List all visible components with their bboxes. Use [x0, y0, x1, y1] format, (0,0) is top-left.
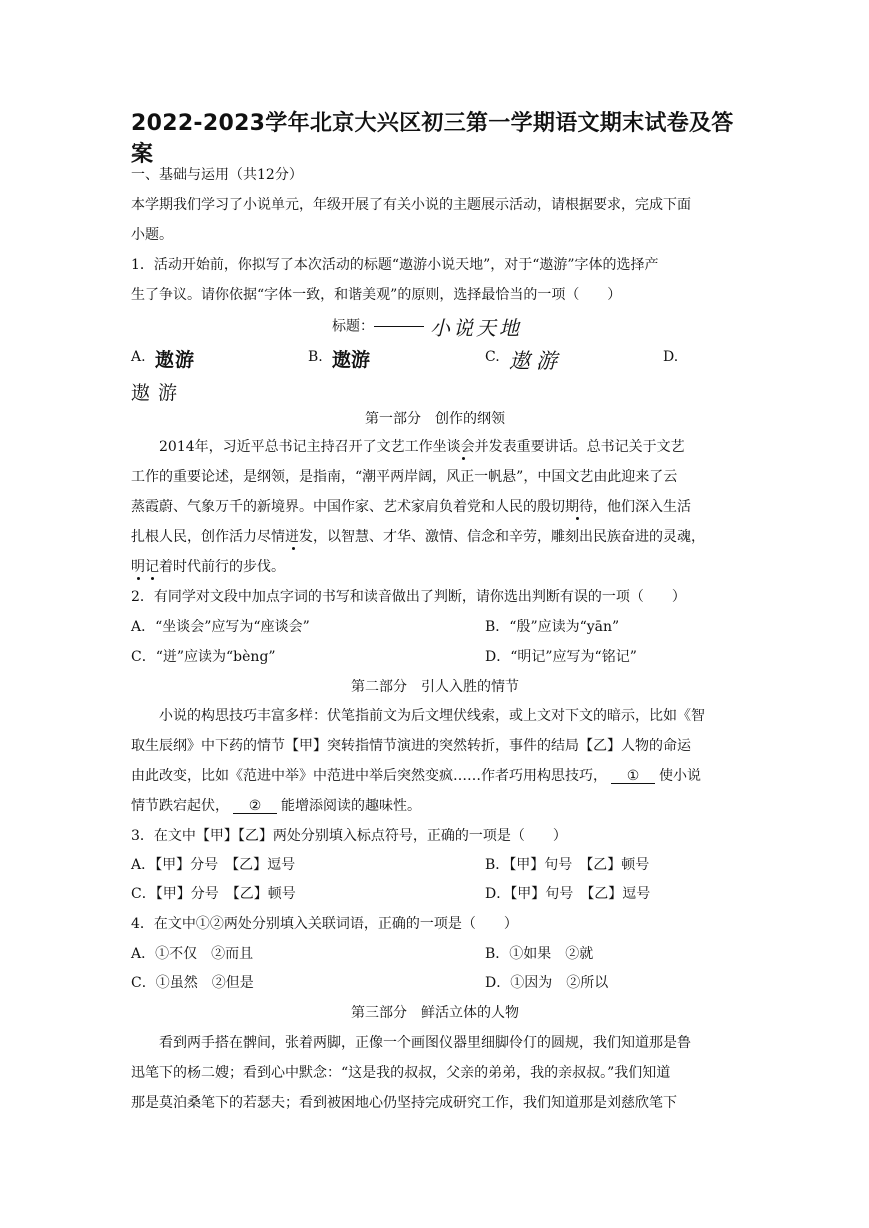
blank-1: ①	[611, 769, 655, 784]
q1-option-a-label: A.	[131, 349, 146, 365]
q4-option-c: C．①虽然 ②但是	[131, 975, 254, 991]
question-1-line: 1．活动开始前，你拟写了本次活动的标题“遨游小说天地”，对于“遨游”字体的选择产	[131, 257, 659, 273]
q1-option-c-calligraphy: 遨游	[509, 349, 563, 373]
passage-2-text: 使小说	[659, 768, 701, 784]
passage-1-line: 蒸霞蔚、气象万千的新境界。中国作家、艺术家肩负着党和人民的殷切期待，他们深入生活	[131, 499, 691, 515]
passage-3-line: 迅笔下的杨二嫂；看到心中默念：“这是我的叔叔，父亲的弟弟，我的亲叔叔。”我们知道	[131, 1065, 671, 1081]
emphasis-dot	[151, 577, 154, 580]
q1-option-a-calligraphy: 遨游	[155, 349, 196, 371]
q1-option-b-label: B.	[308, 349, 323, 365]
q3-option-b: B．【甲】句号 【乙】顿号	[485, 857, 650, 873]
question-4: 4．在文中①②两处分别填入关联词语，正确的一项是（ ）	[131, 916, 518, 932]
question-1-line: 生了争议。请你依据“字体一致，和谐美观”的原则，选择最恰当的一项（ ）	[131, 287, 622, 303]
blank-2: ②	[233, 799, 277, 814]
passage-2-line	[131, 799, 421, 814]
doc-title-line1: 2022-2023学年北京大兴区初三第一学期语文期末试卷及答	[131, 111, 734, 136]
passage-1-line: 2014年，习近平总书记主持召开了文艺工作坐谈会并发表重要讲话。总书记关于文艺	[159, 439, 685, 455]
q3-option-a: A．【甲】分号 【乙】逗号	[131, 857, 296, 873]
emphasis-dot	[576, 517, 579, 520]
intro-line: 本学期我们学习了小说单元，年级开展了有关小说的主题展示活动，请根据要求，完成下面	[131, 197, 691, 213]
passage-1-line: 工作的重要论述，是纲领，是指南，“潮平两岸阔，风正一帆悬”，中国文艺由此迎来了云	[131, 469, 678, 485]
q4-option-d: D．①因为 ②所以	[485, 975, 609, 991]
doc-title-line2: 案	[131, 142, 154, 167]
passage-3-line: 看到两手搭在髀间，张着两脚，正像一个画图仪器里细脚伶仃的圆规，我们知道那是鲁	[159, 1035, 691, 1051]
q1-option-d-calligraphy: 遨游	[131, 382, 186, 404]
passage-1-line: 扎根人民，创作活力尽情迸发，以智慧、才华、激情、信念和辛劳，雕刻出民族奋进的灵魂，	[131, 529, 705, 545]
q2-option-c: C．“迸”应读为“bèng”	[131, 649, 276, 665]
passage-2-text: 情节跌宕起伏，	[131, 798, 229, 814]
q4-option-a: A．①不仅 ②而且	[131, 946, 254, 962]
q1-heading-blank	[374, 326, 424, 327]
emphasis-dot	[292, 547, 295, 550]
intro-line: 小题。	[131, 227, 173, 243]
passage-2-line: 取生辰纲》中下药的情节【甲】突转指情节演进的突然转折，事件的结局【乙】人物的命运	[131, 738, 691, 754]
part-2-title: 第二部分 引人入胜的情节	[351, 679, 519, 695]
passage-2-text: 由此改变，比如《范进中举》中范进中举后突然变疯……作者巧用构思技巧，	[131, 768, 607, 784]
passage-2-text: 能增添阅读的趣味性。	[281, 798, 421, 814]
q3-option-d: D．【甲】句号 【乙】逗号	[485, 886, 651, 902]
part-3-title: 第三部分 鲜活立体的人物	[351, 1005, 519, 1021]
q2-option-b: B．“殷”应读为“yān”	[485, 619, 620, 635]
emphasis-dot	[462, 457, 465, 460]
q3-option-c: C．【甲】分号 【乙】顿号	[131, 886, 296, 902]
passage-3-line: 那是莫泊桑笔下的若瑟夫；看到被困地心仍坚持完成研究工作，我们知道那是刘慈欣笔下	[131, 1095, 677, 1111]
q4-option-b: B．①如果 ②就	[485, 946, 594, 962]
question-3: 3．在文中【甲】【乙】两处分别填入标点符号，正确的一项是（ ）	[131, 828, 567, 844]
q2-option-a: A．“坐谈会”应写为“座谈会”	[131, 619, 310, 635]
q1-heading-label: 标题：	[332, 318, 374, 335]
q2-option-d: D．“明记”应写为“铭记”	[485, 649, 637, 665]
section-heading: 一、基础与运用（共12分）	[131, 167, 303, 183]
q1-option-d-label: D.	[663, 349, 679, 365]
q1-option-b-calligraphy: 遨游	[332, 349, 371, 371]
part-1-title: 第一部分 创作的纲领	[365, 411, 505, 427]
passage-2-line	[131, 769, 701, 784]
q1-option-c-label: C.	[485, 349, 500, 365]
passage-1-line: 明记着时代前行的步伐。	[131, 559, 285, 575]
passage-2-line: 小说的构思技巧丰富多样：伏笔指前文为后文埋伏线索，或上文对下文的暗示，比如《智	[159, 708, 705, 724]
q1-heading-row	[332, 312, 522, 338]
q1-heading-handwriting: 小说天地	[430, 316, 522, 340]
question-2: 2．有同学对文段中加点字词的书写和读音做出了判断，请你选出判断有误的一项（ ）	[131, 589, 686, 605]
emphasis-dot	[137, 577, 140, 580]
